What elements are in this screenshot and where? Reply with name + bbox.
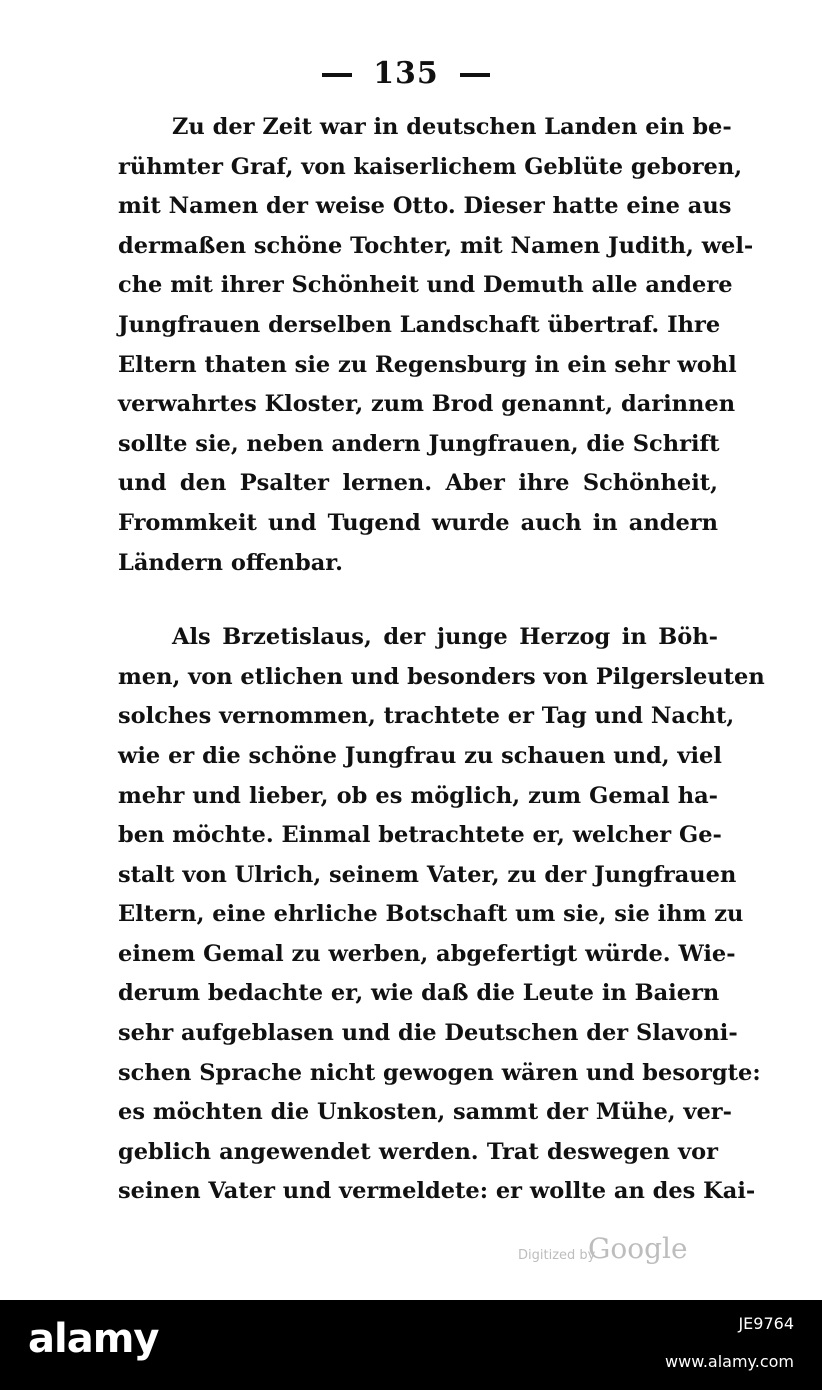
- google-logo: Google: [588, 1232, 688, 1265]
- digitized-by-label: Digitized by: [518, 1248, 596, 1263]
- text-line: ben möchte. Einmal betrachtete er, welcher Ge-: [118, 822, 722, 849]
- text-line: geblich angewendet werden. Trat deswegen vor: [118, 1138, 718, 1165]
- text-line: sollte sie, neben andern Jungfrauen, die Schrift: [118, 430, 720, 457]
- text-line: wie er die schöne Jungfrau zu schauen und, viel: [118, 742, 722, 769]
- text-line: rühmter Graf, von kaiserlichem Geblüte geboren,: [118, 153, 743, 180]
- text-line: Eltern thaten sie zu Regensburg in ein sehr wohl: [118, 351, 737, 378]
- text-line: solches vernommen, trachtete er Tag und Nacht,: [118, 703, 735, 730]
- alamy-logo: alamy: [28, 1316, 159, 1362]
- text-line: Jungfrauen derselben Landschaft übertraf. Ihre: [118, 311, 721, 338]
- text-line: che mit ihrer Schönheit und Demuth alle andere: [118, 272, 733, 299]
- page-number: 135: [373, 56, 439, 91]
- header-dash-left: [322, 73, 352, 77]
- text-line: Zu der Zeit war in deutschen Landen ein be-: [172, 114, 732, 140]
- text-line: mit Namen der weise Otto. Dieser hatte eine aus: [118, 193, 732, 220]
- image-id: JE9764: [738, 1314, 794, 1333]
- text-line: sehr aufgeblasen und die Deutschen der Slavoni-: [118, 1020, 738, 1047]
- text-line: seinen Vater und vermeldete: er wollte an des Kai-: [118, 1178, 756, 1205]
- paragraph-1: [118, 108, 754, 583]
- text-line: men, von etlichen und besonders von Pilgersleuten: [118, 663, 765, 690]
- text-line: Frommkeit und Tugend wurde auch in andern: [118, 509, 718, 536]
- text-line: dermaßen schöne Tochter, mit Namen Judith, wel-: [118, 232, 754, 259]
- paragraph-2: [118, 618, 765, 1212]
- text-line: Eltern, eine ehrliche Botschaft um sie, sie ihm zu: [118, 901, 744, 928]
- text-line: stalt von Ulrich, seinem Vater, zu der Jungfrauen: [118, 861, 737, 888]
- text-line: derum bedachte er, wie daß die Leute in Baiern: [118, 980, 720, 1007]
- page-body-text: [118, 108, 765, 1212]
- page-header: [0, 56, 822, 91]
- header-dash-right: [460, 73, 490, 77]
- text-line: mehr und lieber, ob es möglich, zum Gemal ha-: [118, 782, 718, 809]
- text-line: einem Gemal zu werben, abgefertigt würde. Wie-: [118, 940, 736, 967]
- text-line: es möchten die Unkosten, sammt der Mühe, ver-: [118, 1099, 733, 1126]
- text-line: verwahrtes Kloster, zum Brod genannt, darinnen: [118, 391, 736, 418]
- text-line: Als Brzetislaus, der junge Herzog in Böh-: [172, 624, 718, 651]
- digitized-by-google-watermark: [518, 1232, 698, 1272]
- text-line: Ländern offenbar.: [118, 549, 343, 576]
- text-line: und den Psalter lernen. Aber ihre Schönheit,: [118, 470, 718, 497]
- stock-footer-bar: [0, 1300, 822, 1390]
- stock-url: www.alamy.com: [665, 1352, 794, 1371]
- text-line: schen Sprache nicht gewogen wären und besorgte:: [118, 1059, 761, 1086]
